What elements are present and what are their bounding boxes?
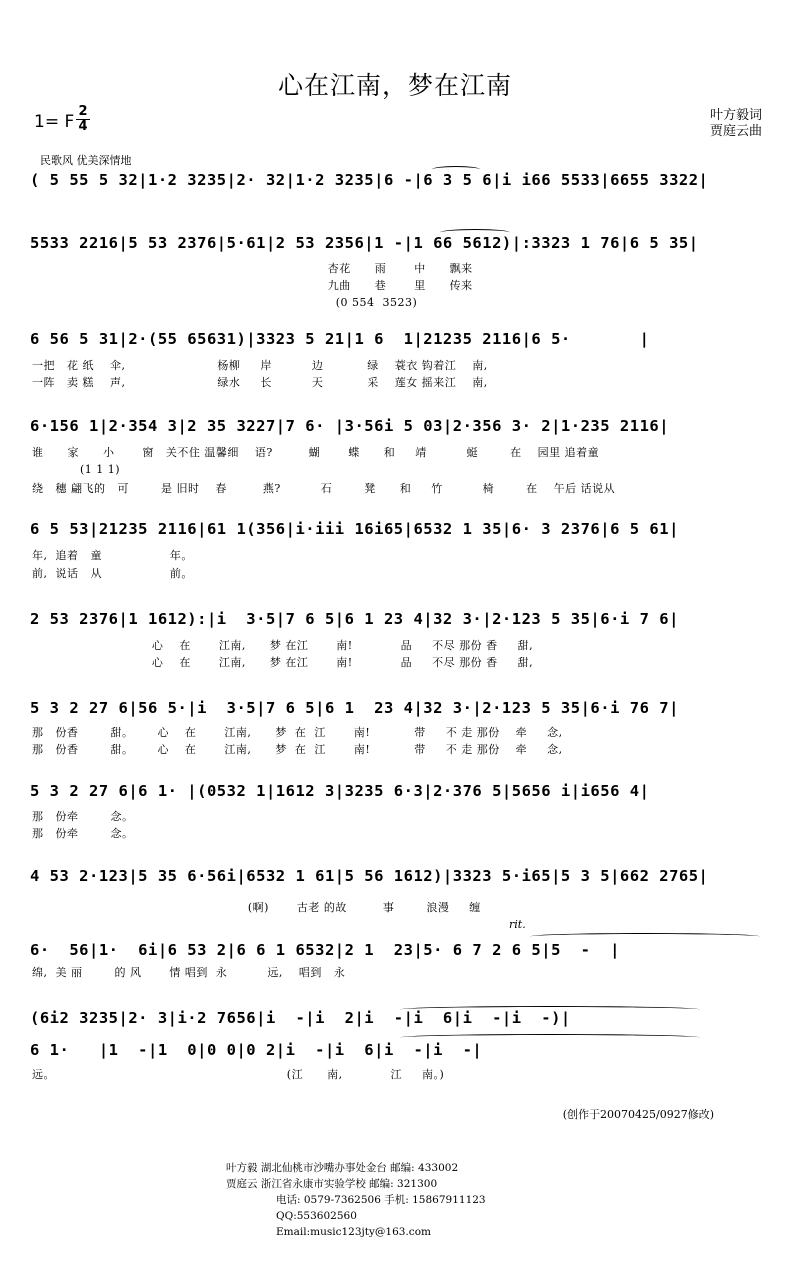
lyric-line: 心 在 江南, 梦 在江 南! 品 不尽 那份 香 甜, [32,639,534,652]
time-signature-bottom: 4 [78,119,88,134]
contact-line-phone: 电话: 0579-7362506 手机: 15867911123 [276,1194,486,1206]
contact-line-qq: QQ:553602560 [276,1210,357,1222]
lyric-line: 杏花 雨 中 飘来 [32,262,473,275]
score-row-5: 6 5 53|21235 2116|61 1(356|i·iii 16i65|6532 1 35|6· 3 2376|6 5 61| [30,520,679,538]
slur-arc [432,166,480,173]
lyric-line: 心 在 江南, 梦 在江 南! 品 不尽 那份 香 甜, [32,656,534,669]
key-signature: 1= F [34,112,75,132]
lyric-line: 一把 花 纸 伞, 杨柳 岸 边 绿 蓑衣 钩着江 南, [32,359,488,372]
lyric-line: 一阵 卖 糕 声, 绿水 长 天 采 莲女 摇来江 南, [32,376,488,389]
slur-arc [400,1034,700,1041]
lyric-line: (0 554 3523) [32,296,418,309]
lyric-line: 那 份牵 念。 [32,827,134,840]
lyric-line: 那 份香 甜。 心 在 江南, 梦 在 江 南! 带 不 走 那份 牵 念, [32,726,563,739]
lyricist-credit: 叶方毅词 [709,108,762,123]
song-title: 心在江南，梦在江南 [277,71,512,100]
contact-line-lyricist: 叶方毅 湖北仙桃市沙嘴办事处金台 邮编: 433002 [226,1162,459,1174]
lyric-line: 谁 家 小 窗 关不住 温馨细 语? 蝴 蝶 和 靖 蜓 在 园里 追着童 [32,446,600,459]
score-row-1: ( 5 55 5 32|1·2 3235|2· 32|1·2 3235|6 -|6 3 5 6|i i66 5533|6655 3322| [30,171,709,189]
score-row-4: 6·156 1|2·354 3|2 35 3227|7 6· |3·56i 5 03|2·356 3· 2|1·235 2116| [30,417,670,435]
lyric-line: (啊) 古老 的故 事 浪漫 缠 [32,901,481,914]
score-row-12: 6 1· |1 -|1 0|0 0|0 2|i -|i 6|i -|i -| [30,1041,483,1059]
lyric-line: 年, 追着 童 年。 [32,549,193,562]
score-row-11: (6i2 3235|2· 3|i·2 7656|i -|i 2|i -|i 6|i -|i -)| [30,1009,571,1027]
lyric-line: (1 1 1) [32,463,121,476]
score-row-8: 5 3 2 27 6|6 1· |(0532 1|1612 3|3235 6·3|2·376 5|5656 i|i656 4| [30,782,650,800]
lyric-line: 那 份牵 念。 [32,810,134,823]
contact-line-email: Email:music123jty@163.com [276,1226,431,1238]
lyric-line: 前, 说话 从 前。 [32,567,193,580]
lyric-line: 远。 (江 南, 江 南。) [32,1068,445,1081]
score-row-9: 4 53 2·123|5 35 6·56i|6532 1 61|5 56 1612)|3323 5·i65|5 3 5|662 2765| [30,867,709,885]
time-signature-top: 2 [78,104,88,119]
credits [710,108,762,140]
lyric-line: 绵, 美 丽 的 风 情 唱到 永 远, 唱到 永 [32,966,346,979]
slur-arc [440,229,510,236]
score-row-3: 6 56 5 31|2·(55 65631)|3323 5 21|1 6 1|21235 2116|6 5· | [30,330,650,348]
contact-info [226,1160,486,1240]
composer-credit: 贾庭云曲 [709,124,762,139]
lyric-line: 九曲 巷 里 传来 [32,279,473,292]
lyric-line: 绕 穗 翩飞的 可 是 旧时 春 燕? 石 凳 和 竹 椅 在 午后 话说从 [32,482,616,495]
time-signature [76,106,90,133]
footnote: (创作于20070425/0927修改) [562,1108,714,1121]
score-row-6: 2 53 2376|1 1612):|i 3·5|7 6 5|6 1 23 4|32 3·|2·123 5 35|6·i 7 6| [30,610,679,628]
score-row-7: 5 3 2 27 6|56 5·|i 3·5|7 6 5|6 1 23 4|32 3·|2·123 5 35|6·i 76 7| [30,699,679,717]
slur-arc [400,1006,700,1013]
ritardando-marking: rit. [509,918,526,931]
contact-line-composer: 贾庭云 浙江省永康市实验学校 邮编: 321300 [226,1178,438,1190]
score-row-10: 6· 56|1· 6i|6 53 2|6 6 1 6532|2 1 23|5· 6 7 2 6 5|5 - | [30,941,620,959]
tempo-marking: 民歌风 优美深情地 [40,154,132,167]
lyric-line: 那 份香 甜。 心 在 江南, 梦 在 江 南! 带 不 走 那份 牵 念, [32,743,563,756]
slur-arc [530,933,760,940]
score-row-2: 5533 2216|5 53 2376|5·61|2 53 2356|1 -|1 66 5612)|:3323 1 76|6 5 35| [30,234,699,252]
